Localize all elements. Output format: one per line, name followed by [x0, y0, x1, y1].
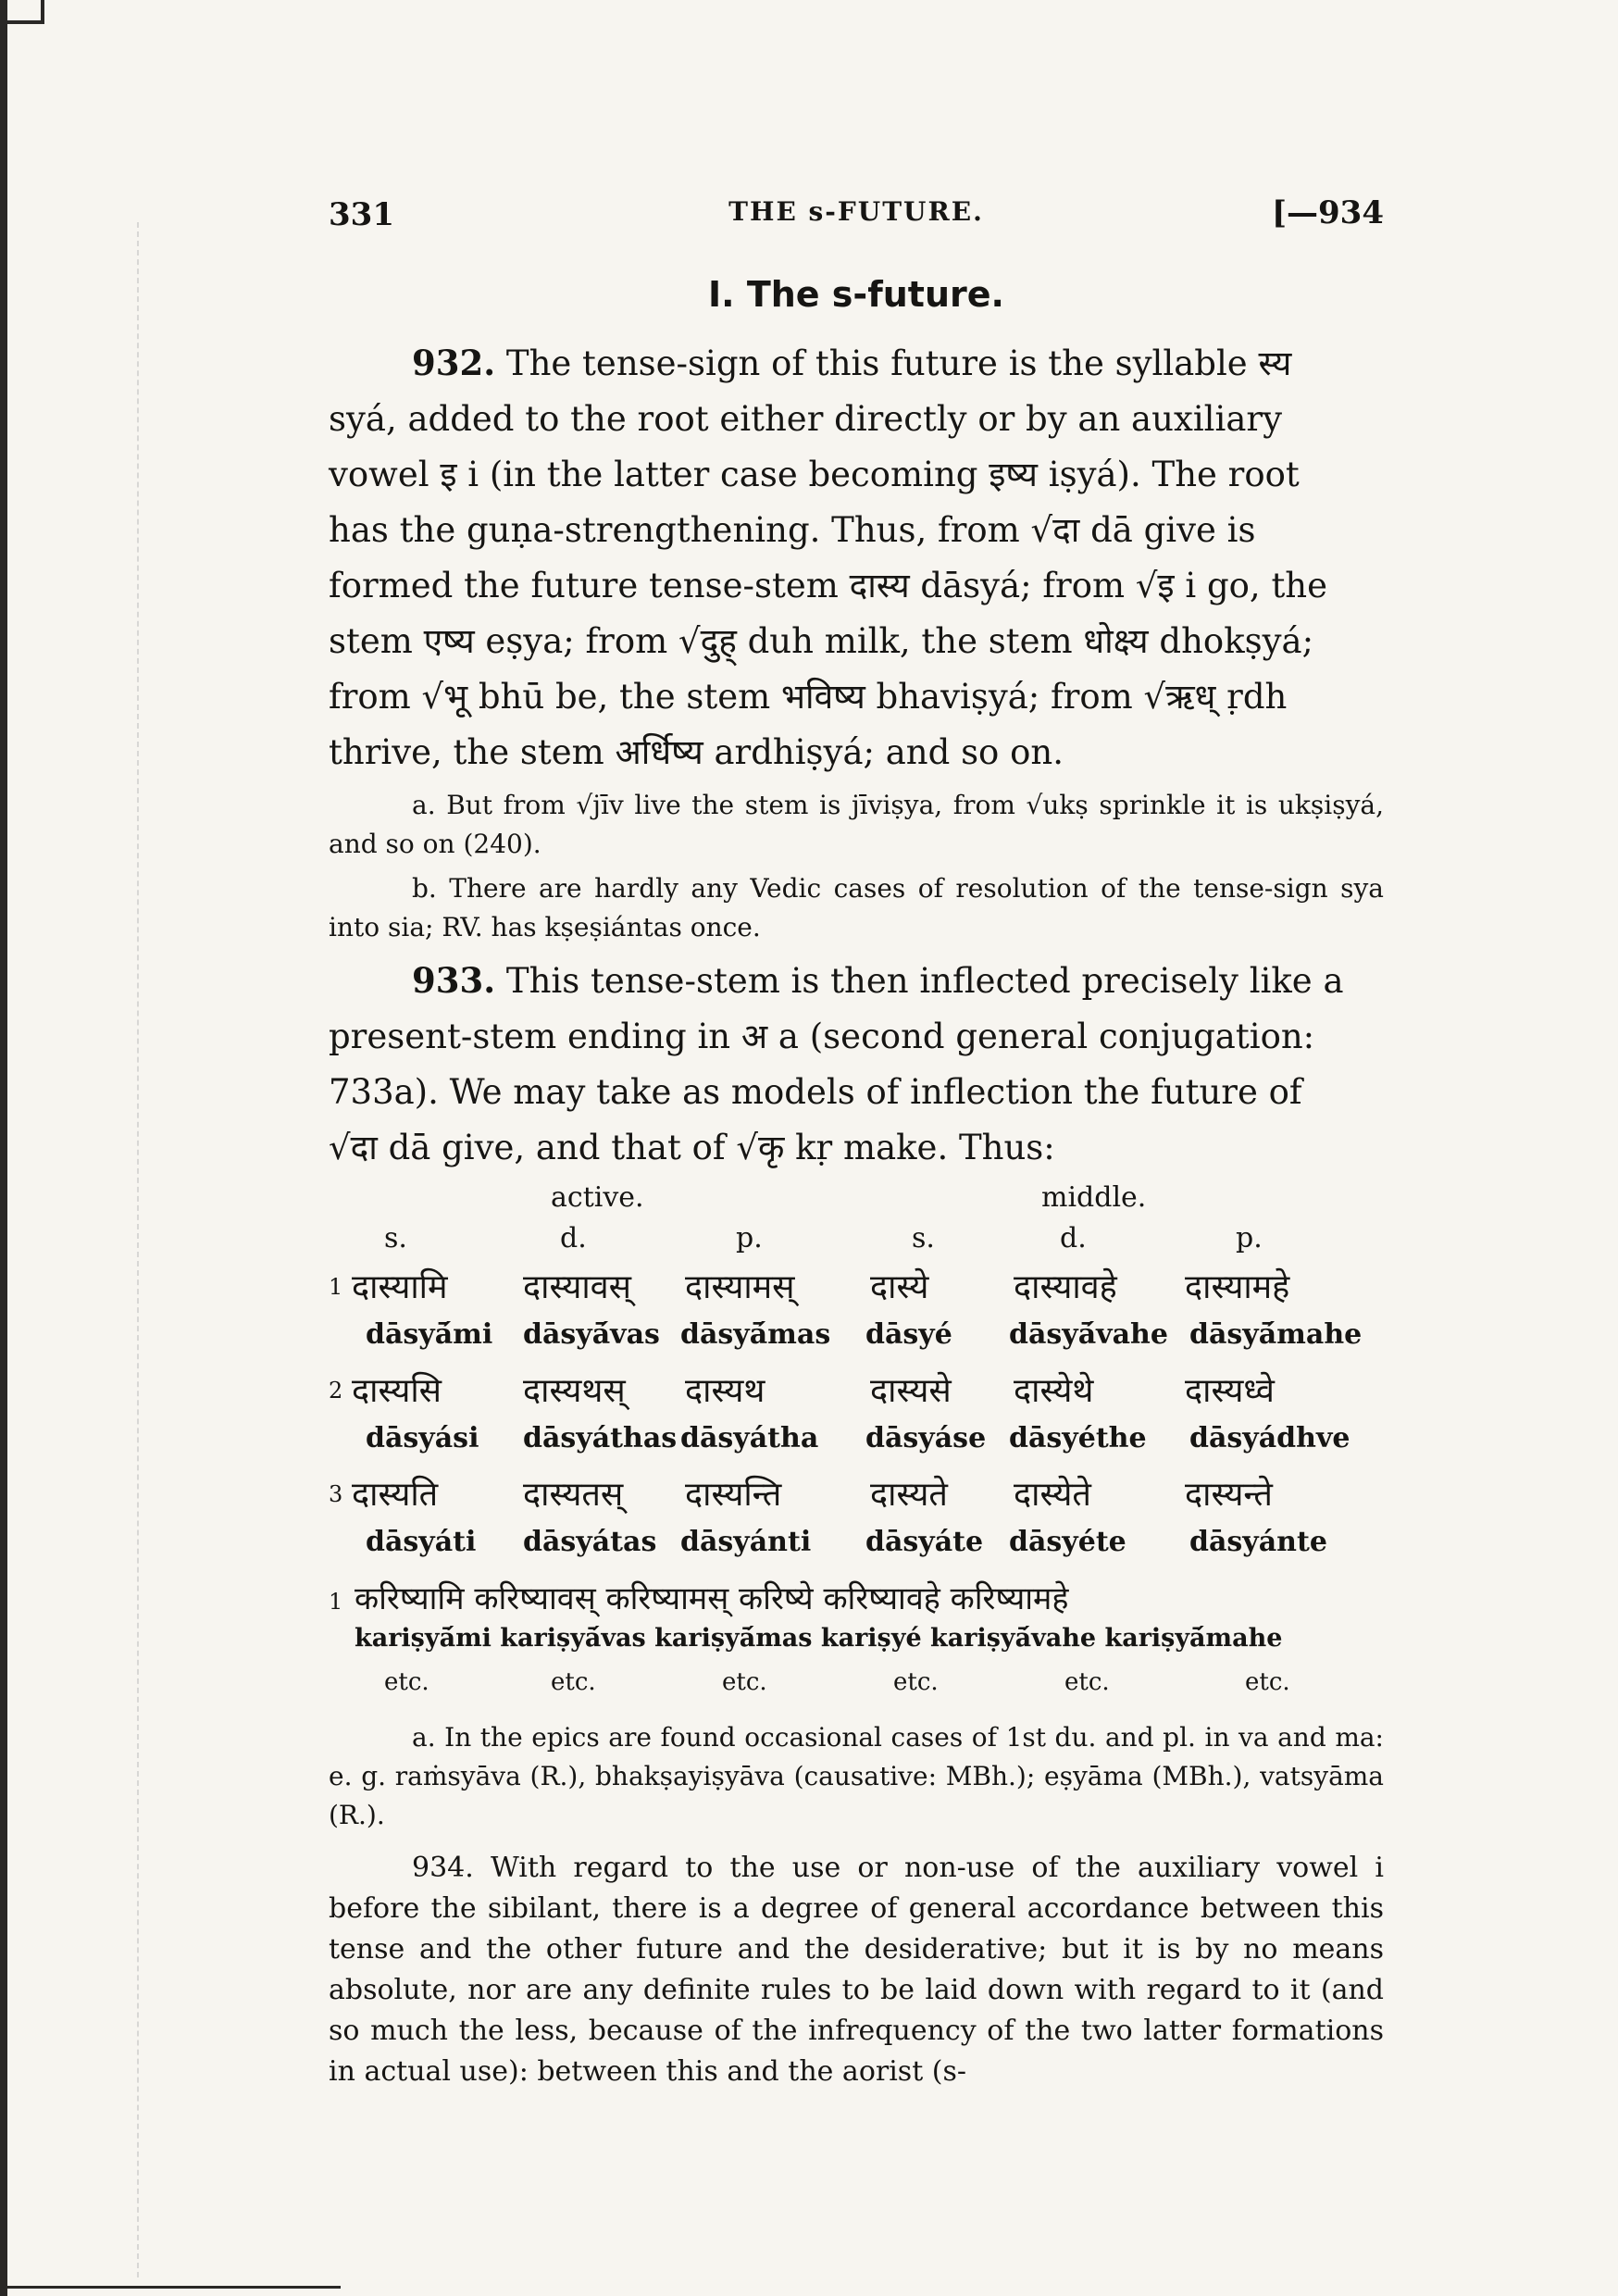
transliteration: dāsyádhve — [1189, 1422, 1350, 1454]
transliteration: dāsyátas — [523, 1526, 657, 1558]
etc-label: etc. — [722, 1668, 767, 1696]
transliteration: dāsyáte — [865, 1526, 984, 1558]
section-title: I. The s-future. — [708, 274, 1004, 315]
devanagari-form: दास्यथ — [685, 1372, 765, 1410]
etc-label: etc. — [551, 1668, 596, 1696]
note-933a: a. In the epics are found occasional cases of 1st du. and pl. in va and ma: e. g. raṁsyāva (R.), bhakṣayiṣyāva (causative: MBh.); eṣyāma (MBh.), vatsyāma (R.). — [329, 1722, 1384, 1830]
devanagari-form: दास्यावहे — [1014, 1268, 1117, 1306]
number-label: d. — [560, 1222, 587, 1254]
devanagari-form: दास्येथे — [1014, 1372, 1094, 1410]
voice-middle: middle. — [1041, 1181, 1147, 1214]
transliteration: dāsyátha — [680, 1422, 819, 1454]
devanagari-kr-row: करिष्यामि करिष्यावस् करिष्यामस् करिष्ये करिष्यावहे करिष्यामहे — [355, 1580, 1069, 1617]
transliteration: dāsyā́mi — [366, 1318, 493, 1351]
page-number: 331 — [329, 196, 394, 233]
devanagari-form: दास्यथस् — [523, 1372, 626, 1410]
binding-stitch — [137, 222, 143, 2277]
etc-label: etc. — [1064, 1668, 1110, 1696]
running-title: THE s-FUTURE. — [728, 196, 984, 227]
para-line: thrive, the stem अर्धिष्य ardhiṣyá; and so on. — [329, 732, 1064, 772]
person-number: 2 — [329, 1378, 343, 1404]
transliteration: dāsyéte — [1009, 1526, 1126, 1558]
para-line: stem एष्य eṣya; from √दुह् duh milk, the stem धोक्ष्य dhokṣyá; — [329, 621, 1314, 661]
transliteration: dāsyáse — [865, 1422, 987, 1454]
transliteration: dāsyási — [366, 1422, 479, 1454]
etc-row — [329, 1668, 1384, 1705]
person-number: 3 — [329, 1481, 343, 1507]
etc-label: etc. — [1245, 1668, 1290, 1696]
para-line: from √भू bhū be, the stem भविष्य bhaviṣyá; from √ऋध् ṛdh — [329, 677, 1288, 717]
running-head — [329, 185, 1384, 241]
para-line: 932. The tense-sign of this future is the syllable स्य — [412, 343, 1292, 383]
number-label: s. — [384, 1222, 407, 1254]
book-spine — [0, 0, 7, 2296]
para-line: vowel इ i (in the latter case becoming इष्य iṣyá). The root — [329, 455, 1300, 494]
transliteration: dāsyánte — [1189, 1526, 1327, 1558]
para-line: √दा dā give, and that of √कृ kṛ make. Thus: — [329, 1128, 1055, 1167]
transliteration: dāsyánti — [680, 1526, 812, 1558]
transliteration: dāsyā́mas — [680, 1318, 831, 1351]
etc-label: etc. — [893, 1668, 939, 1696]
transliteration-kr-row: kariṣyā́mi kariṣyā́vas kariṣyā́mas kariṣyé kariṣyā́vahe kariṣyā́mahe — [355, 1624, 1283, 1653]
transliteration: dāsyáthas — [523, 1422, 678, 1454]
number-label: s. — [912, 1222, 935, 1254]
transliteration: dāsyéthe — [1009, 1422, 1147, 1454]
paragraph-932 — [329, 335, 1384, 780]
devanagari-form: दास्येते — [1014, 1476, 1091, 1514]
devanagari-form: दास्यावस् — [523, 1268, 632, 1306]
para-line: present-stem ending in अ a (second general conjugation: — [329, 1017, 1315, 1056]
para-line: syá, added to the root either directly or by an auxiliary — [329, 399, 1282, 439]
person-number: 1 — [329, 1589, 343, 1615]
voice-active: active. — [551, 1181, 644, 1214]
devanagari-form: दास्यति — [352, 1476, 439, 1514]
number-label: p. — [1236, 1222, 1263, 1254]
transliteration: dāsyā́vas — [523, 1318, 660, 1351]
etc-label: etc. — [384, 1668, 429, 1696]
number-label: d. — [1060, 1222, 1087, 1254]
paragraph-934: 934. With regard to the use or non-use of the auxiliary vowel i before the sibilant, there is a degree of general accordance between this tense and the other future and the desiderative; but it is by no means absolute, nor are any definite rules to be laid down with regard to it (and so much the less, because of the infrequency of the two latter formations in actual use): between this and the aorist (s- — [329, 1852, 1384, 2088]
transliteration: dāsyáti — [366, 1526, 477, 1558]
paragraph-933 — [329, 953, 1384, 1176]
devanagari-form: दास्ये — [870, 1268, 929, 1306]
devanagari-form: दास्यते — [870, 1476, 948, 1514]
note-932b: b. There are hardly any Vedic cases of resolution of the tense-sign sya into sia; RV. has kṣeṣiántas once. — [329, 873, 1384, 942]
para-line: 733a). We may take as models of inflection the future of — [329, 1072, 1302, 1112]
para-line: formed the future tense-stem दास्य dāsyá; from √इ i go, the — [329, 566, 1328, 605]
para-line: has the guṇa-strengthening. Thus, from √दा dā give is — [329, 510, 1256, 550]
section-range: [—934 — [1271, 194, 1384, 231]
devanagari-form: दास्यध्वे — [1185, 1372, 1275, 1410]
devanagari-form: दास्यामहे — [1185, 1268, 1290, 1306]
devanagari-form: दास्यसि — [352, 1372, 442, 1410]
transliteration: dāsyā́mahe — [1189, 1318, 1363, 1351]
person-number: 1 — [329, 1274, 343, 1300]
devanagari-form: दास्यन्ति — [685, 1476, 782, 1514]
note-932a: a. But from √jīv live the stem is jīviṣya, from √ukṣ sprinkle it is ukṣiṣyá, and so on (240). — [329, 790, 1384, 859]
spine-foot — [7, 2286, 341, 2296]
devanagari-form: दास्यसे — [870, 1372, 952, 1410]
devanagari-form: दास्यामि — [352, 1268, 448, 1306]
devanagari-form: दास्यन्ते — [1185, 1476, 1273, 1514]
devanagari-form: दास्यतस् — [523, 1476, 624, 1514]
number-label: p. — [736, 1222, 763, 1254]
page — [329, 185, 1384, 2092]
transliteration: dāsyé — [865, 1318, 952, 1351]
paradigm-table — [329, 1181, 1384, 1672]
devanagari-form: दास्यामस् — [685, 1268, 795, 1306]
para-line: 933. This tense-stem is then inflected precisely like a — [412, 960, 1344, 1001]
transliteration: dāsyā́vahe — [1009, 1318, 1168, 1351]
spine-notch — [7, 0, 44, 24]
